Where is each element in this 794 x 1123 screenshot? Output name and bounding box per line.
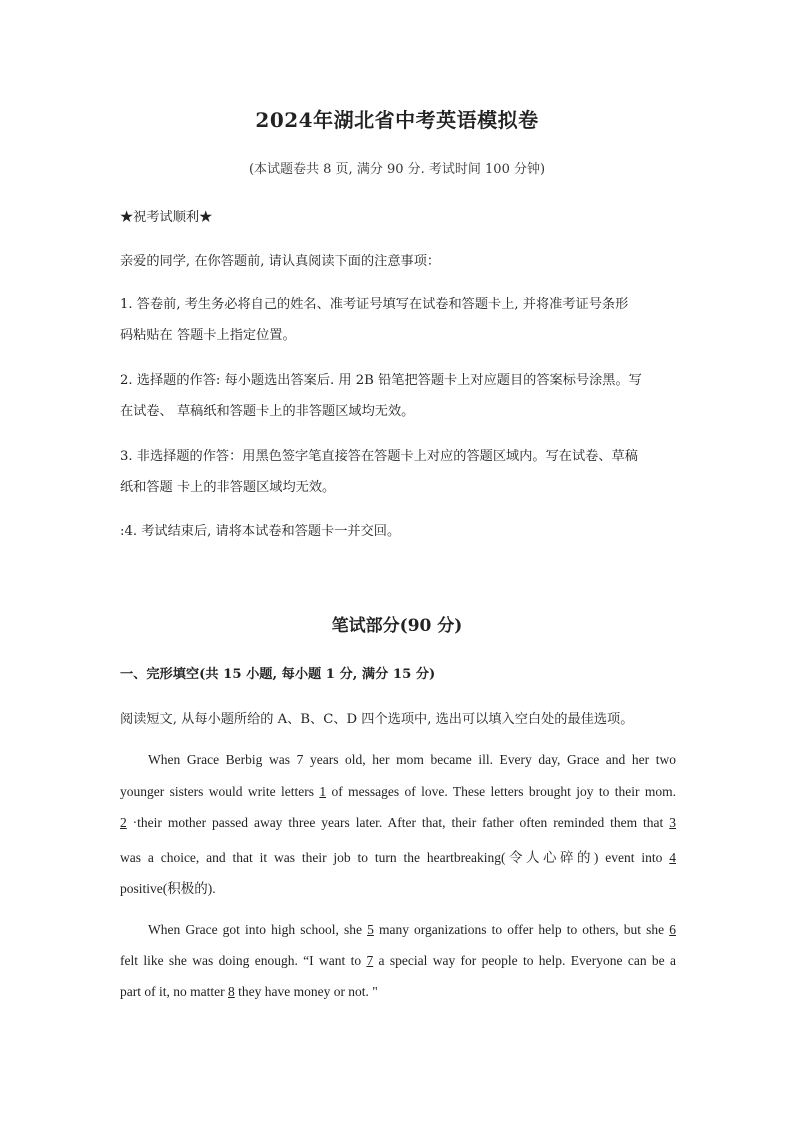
passage-text: of messages of love. These letters brought joy to their mom. — [326, 784, 676, 799]
passage-text: younger sisters would write letters — [120, 784, 320, 799]
notice-intro: 亲爱的同学, 在你答题前, 请认真阅读下面的注意事项： — [120, 254, 441, 269]
passage-text: When Grace got into high school, she — [148, 922, 368, 937]
section-title: 笔试部分(90 分) — [331, 616, 463, 636]
passage-p2-line-2 — [120, 953, 676, 969]
part-1-title: 一、完形填空(共 15 小题, 每小题 1 分, 满分 15 分) — [120, 667, 436, 682]
passage-text: they have money or not. " — [234, 984, 378, 999]
part-1-instruction: 阅读短文, 从每小题所给的 A、B、C、D 四个选项中, 选出可以填入空白处的最佳选项。 — [120, 712, 634, 727]
passage-p2-line-3 — [120, 984, 676, 1000]
passage-p1-line-5: positive(积极的). — [120, 881, 216, 896]
blank-number: 3 — [669, 815, 676, 830]
blank-number: 1 — [319, 784, 327, 799]
passage-text: part of it, no matter — [120, 984, 228, 999]
passage-text: was a choice, and that it was their job to turn the heartbreaking(令人心碎的) event into — [120, 850, 670, 865]
blank-number: 2 — [120, 815, 127, 830]
blank-number: 5 — [367, 922, 374, 937]
notice-item-1-line-1: 1. 答卷前, 考生务必将自己的姓名、准考证号填写在试卷和答题卡上, 并将准考证号条形 — [120, 297, 629, 312]
blank-number: 6 — [669, 922, 676, 937]
notice-item-3-line-2: 纸和答题 卡上的非答题区域均无效。 — [120, 480, 336, 495]
good-luck-greeting: ★祝考试顺利★ — [120, 210, 213, 225]
passage-text: many organizations to offer help to others, but she — [373, 922, 670, 937]
blank-number: 4 — [669, 850, 676, 865]
blank-number: 7 — [366, 953, 374, 968]
notice-item-3-line-1: 3. 非选择题的作答：用黑色签字笔直接答在答题卡上对应的答题区域内。写在试卷、草稿 — [120, 449, 638, 464]
passage-p1-line-2 — [120, 784, 676, 800]
notice-item-2-line-1: 2. 选择题的作答: 每小题选出答案后. 用 2B 铅笔把答题卡上对应题目的答案标号涂黑。写 — [120, 373, 642, 388]
exam-title: 2024年湖北省中考英语模拟卷 — [255, 108, 539, 132]
passage-p1-line-3 — [120, 815, 676, 831]
notice-item-4: :4. 考试结束后, 请将本试卷和答题卡一并交回。 — [120, 524, 401, 539]
passage-text: a special way for people to help. Everyone can be a — [373, 953, 676, 968]
exam-subtitle: (本试题卷共 8 页, 满分 90 分. 考试时间 100 分钟) — [248, 162, 546, 177]
passage-p1-line-1: When Grace Berbig was 7 years old, her mom became ill. Every day, Grace and her two — [148, 752, 676, 767]
passage-p1-line-4 — [120, 846, 676, 866]
notice-item-2-line-2: 在试卷、 草稿纸和答题卡上的非答题区域均无效。 — [120, 404, 415, 419]
passage-text: ·their mother passed away three years later. After that, their father often reminded them that — [126, 815, 670, 830]
passage-p2-line-1 — [148, 922, 676, 938]
notice-item-1-line-2: 码粘贴在 答题卡上指定位置。 — [120, 328, 296, 343]
passage-text: felt like she was doing enough. “I want to — [120, 953, 367, 968]
blank-number: 8 — [227, 984, 235, 999]
